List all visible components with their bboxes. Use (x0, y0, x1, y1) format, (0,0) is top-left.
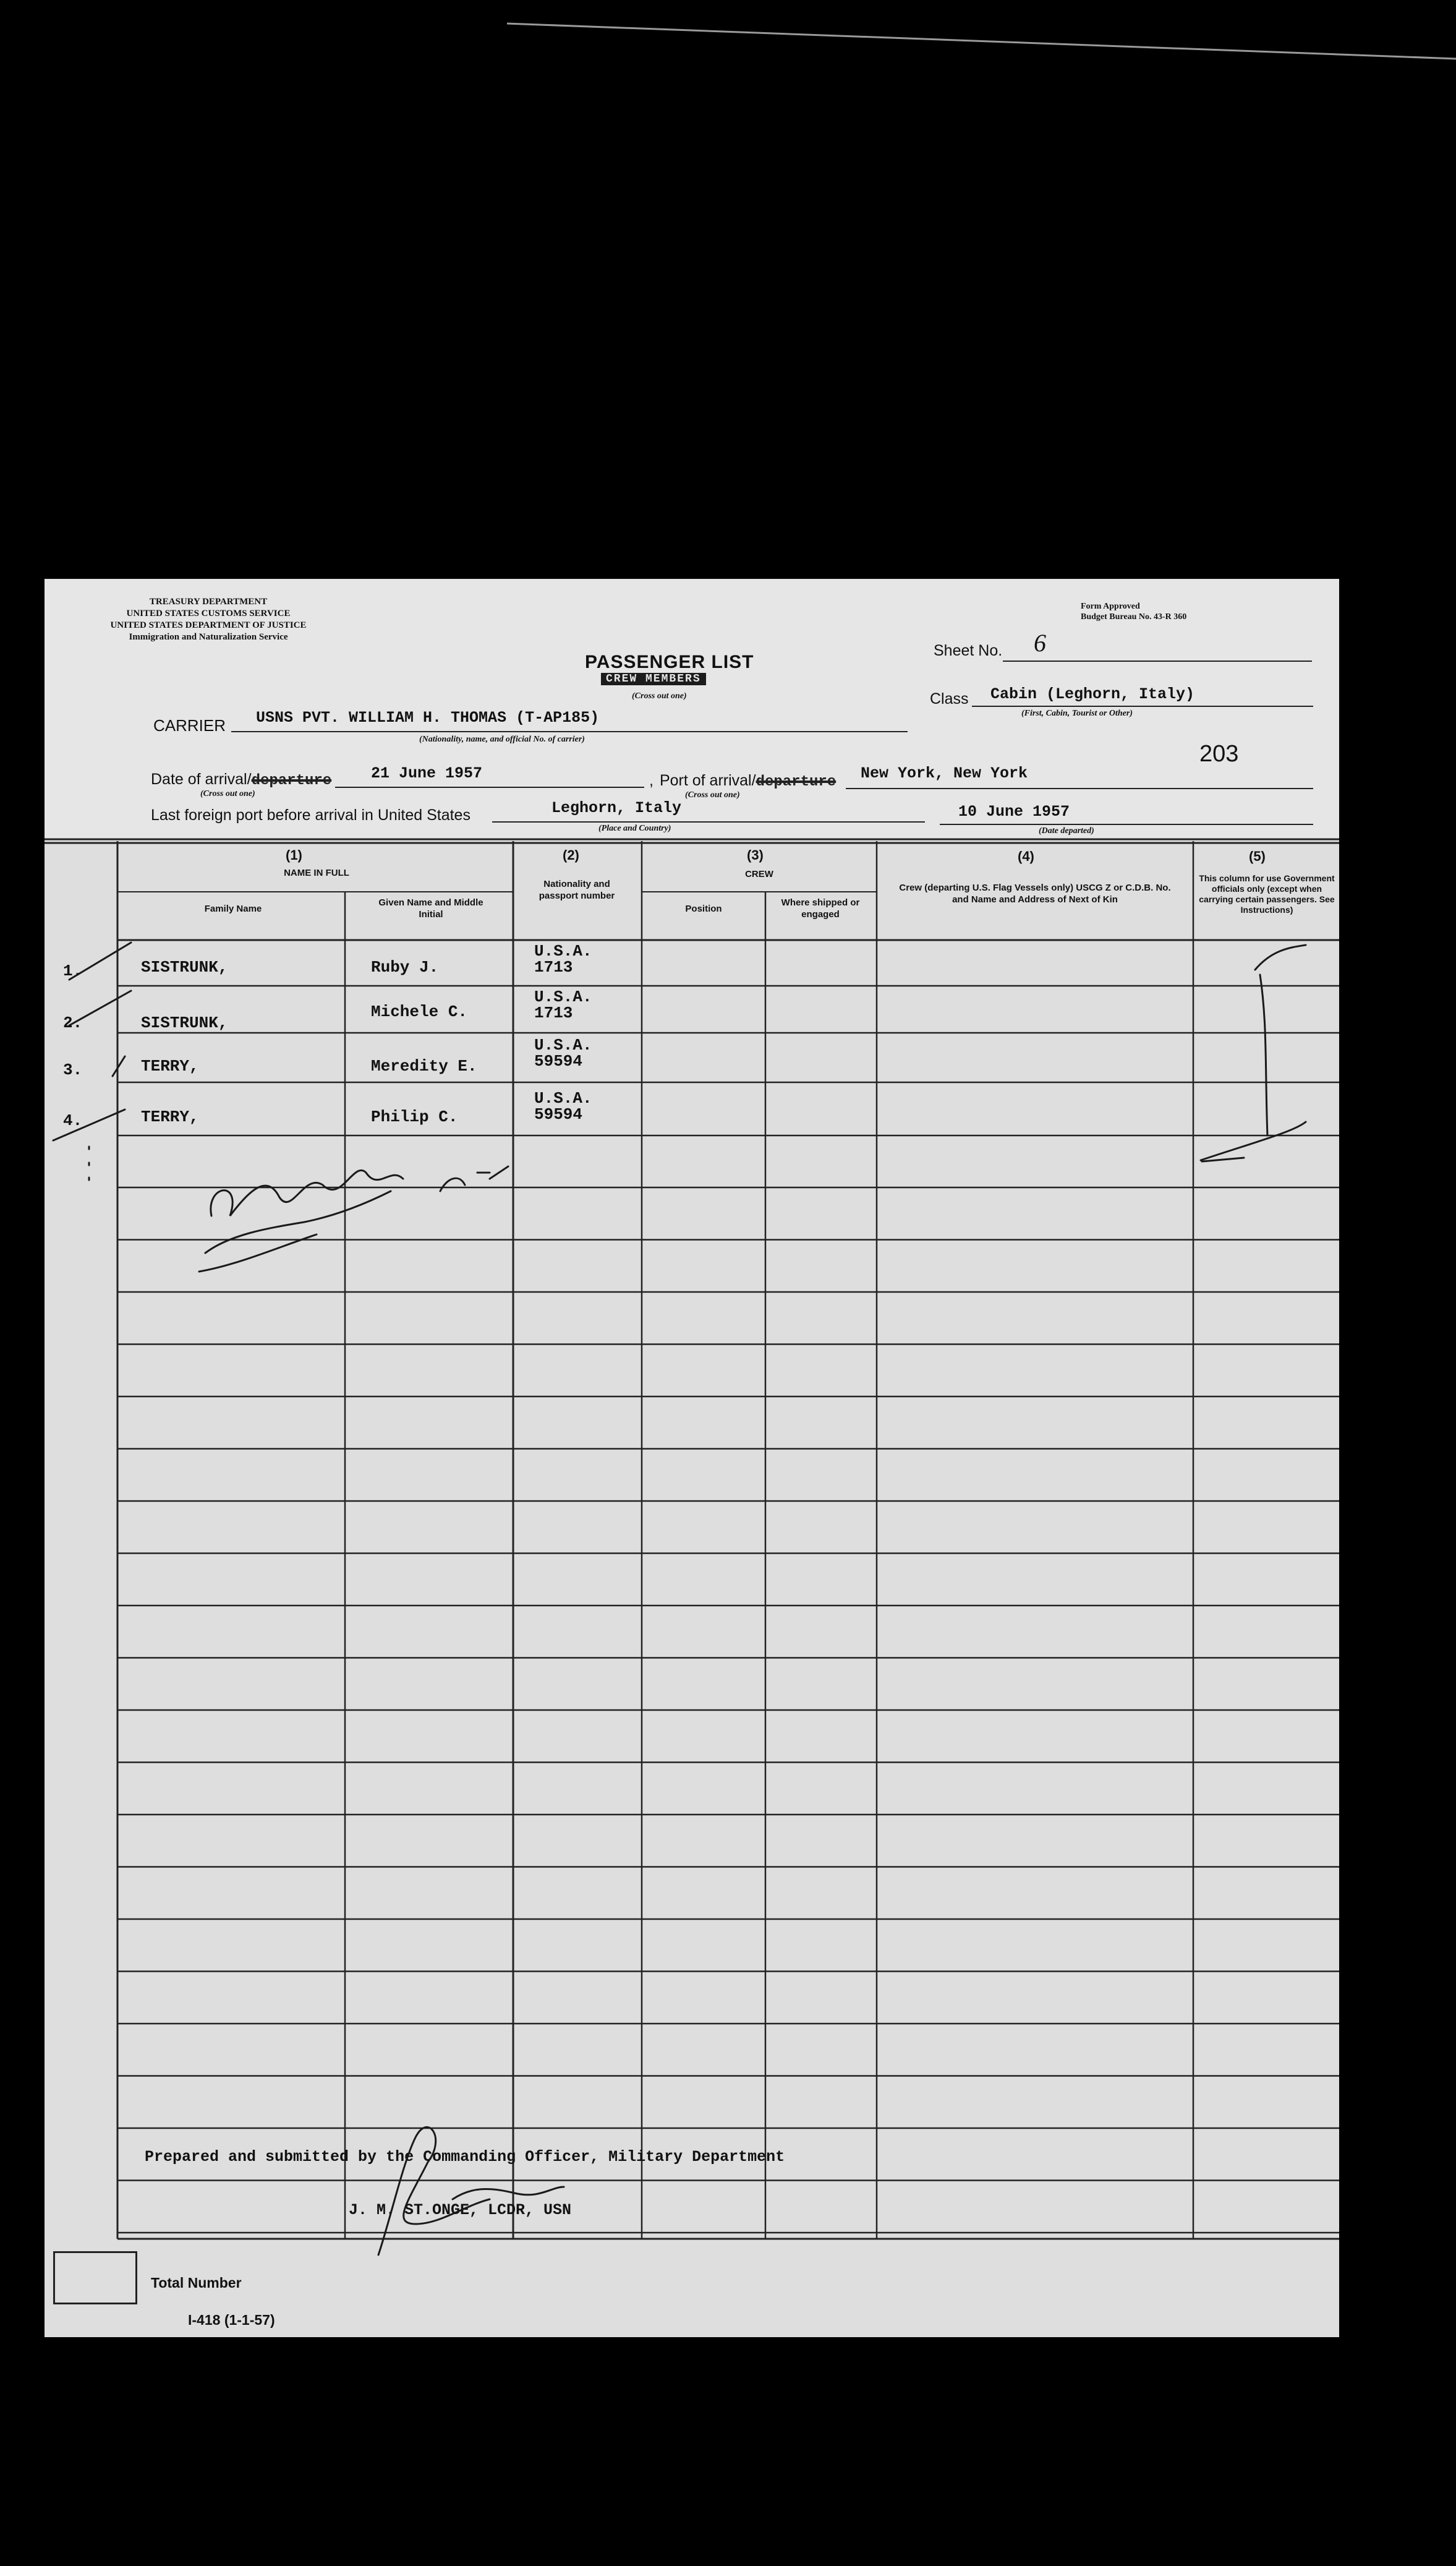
port-of-arrival-value: New York, New York (861, 764, 1028, 782)
nationality: U.S.A. (534, 988, 592, 1006)
col1b-given-name: Given Name and Middle Initial (378, 897, 483, 920)
row-number: 2. (63, 1014, 83, 1032)
date-arrival-text: Date of arrival/ (151, 771, 252, 788)
form-approved: Form Approved (1081, 602, 1140, 611)
row-number: 4. (63, 1111, 83, 1130)
nationality: U.S.A. (534, 1089, 592, 1108)
departed-date-hint: (Date departed) (1039, 826, 1094, 836)
col4-title: Crew (departing U.S. Flag Vessels only) USCG Z or C.D.B. No. and Name and Address of Next of Kin (899, 883, 1171, 905)
col3a-position: Position (685, 904, 722, 914)
row-number: 1. (63, 962, 83, 980)
passport-number: 59594 (534, 1052, 583, 1071)
form-title: PASSENGER LIST (585, 652, 754, 672)
agency-line-2: UNITED STATES CUSTOMS SERVICE (126, 609, 291, 618)
col2-title: Nationality and passport number (539, 879, 615, 901)
passport-number: 1713 (534, 958, 573, 977)
col5-bracket-mark (1201, 945, 1306, 1161)
comma: , (649, 772, 653, 789)
row-number: 3. (63, 1061, 83, 1079)
col5-number: (5) (1249, 849, 1266, 864)
passenger-list-form (45, 579, 1339, 2337)
carrier-label: CARRIER (153, 716, 226, 735)
carrier-hint: (Nationality, name, and official No. of carrier) (419, 735, 585, 744)
class-value: Cabin (Leghorn, Italy) (990, 685, 1195, 703)
family-name: SISTRUNK, (141, 1014, 228, 1032)
family-name: TERRY, (141, 1108, 199, 1126)
family-name: TERRY, (141, 1057, 199, 1076)
agency-line-3: UNITED STATES DEPARTMENT OF JUSTICE (110, 620, 307, 630)
agency-line-1: TREASURY DEPARTMENT (149, 597, 268, 607)
last-port-label: Last foreign port before arrival in United States (151, 806, 470, 824)
last-port-hint: (Place and Country) (598, 824, 671, 833)
class-hint: (First, Cabin, Tourist or Other) (1021, 709, 1133, 718)
sheet-value: 6 (1034, 629, 1046, 657)
col1a-family-name: Family Name (204, 904, 262, 914)
scan-edge-line (0, 0, 1456, 68)
col3b-where-shipped: Where shipped or engaged (781, 897, 860, 920)
carrier-value: USNS PVT. WILLIAM H. THOMAS (T-AP185) (256, 709, 600, 727)
col2-number: (2) (563, 847, 579, 863)
col3-number: (3) (747, 847, 764, 863)
last-port-value: Leghorn, Italy (551, 799, 682, 817)
crew-members-struck: CREW MEMBERS (601, 673, 706, 685)
cross-out-hint: (Cross out one) (632, 691, 687, 701)
given-name: Philip C. (371, 1108, 458, 1126)
col1-number: (1) (286, 847, 302, 863)
date-of-arrival-value: 21 June 1957 (371, 764, 483, 782)
budget-bureau-number: Budget Bureau No. 43-R 360 (1081, 612, 1187, 622)
col1-title: NAME IN FULL (284, 868, 349, 878)
row-checkmarks (53, 943, 131, 1140)
port-departure-struck: departure (756, 774, 837, 790)
departed-date-value: 10 June 1957 (958, 803, 1070, 821)
total-number-label: Total Number (151, 2275, 242, 2291)
col4-number: (4) (1018, 849, 1034, 864)
port-arrival-text: Port of arrival/ (659, 772, 756, 789)
class-label: Class (930, 690, 969, 708)
family-name: SISTRUNK, (141, 958, 228, 977)
col5-title: This column for use Government officials only (except when carrying certain passengers. See Instructions) (1199, 873, 1335, 915)
signature-scribble (199, 1166, 508, 1272)
passport-number: 59594 (534, 1105, 583, 1124)
date-departure-struck: departure (251, 772, 332, 789)
col3-title: CREW (745, 869, 773, 879)
sheet-label: Sheet No. (934, 642, 1003, 659)
nationality: U.S.A. (534, 1036, 592, 1054)
given-name: Ruby J. (371, 958, 439, 977)
handwritten-marks (45, 579, 1339, 2337)
commanding-officer: J. M. ST.ONGE, LCDR, USN (349, 2201, 572, 2219)
passport-number: 1713 (534, 1004, 573, 1022)
prepared-statement: Prepared and submitted by the Commanding Officer, Military Department (145, 2148, 785, 2166)
form-number: I-418 (1-1-57) (188, 2312, 275, 2328)
stamp-number: 203 (1199, 741, 1239, 767)
date-hint: (Cross out one) (200, 789, 255, 798)
agency-line-4: Immigration and Naturalization Service (129, 632, 288, 642)
given-name: Meredity E. (371, 1057, 477, 1076)
nationality: U.S.A. (534, 942, 592, 960)
port-hint: (Cross out one) (685, 790, 740, 800)
given-name: Michele C. (371, 1003, 468, 1021)
officer-signature (378, 2127, 564, 2255)
